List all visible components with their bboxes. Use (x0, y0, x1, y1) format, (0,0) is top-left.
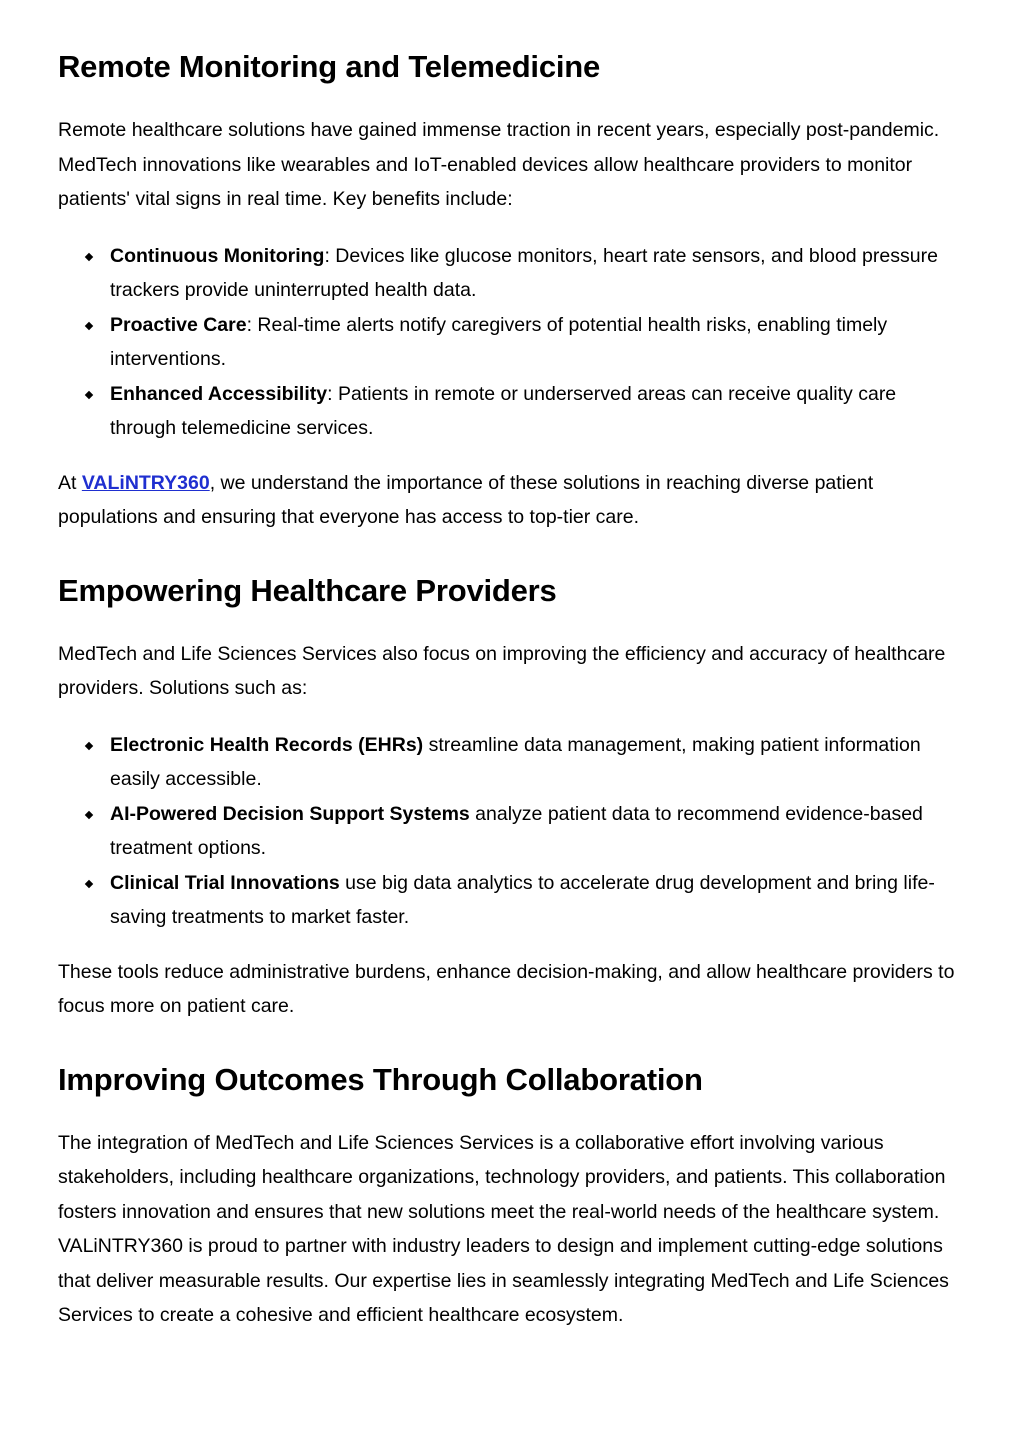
list-item-bold: Electronic Health Records (EHRs) (110, 733, 424, 756)
diamond-bullet-icon (85, 810, 93, 818)
list-item (110, 797, 966, 866)
diamond-bullet-icon (85, 390, 93, 398)
collaboration-paragraph-1: The integration of MedTech and Life Sciences Services is a collaborative effort involving various stakeholders, including healthcare organizations, technology providers, and patients. This collaboration fosters innovation and ensures that new solutions meet the real-world needs of the healthcare system. (58, 1131, 946, 1223)
collaboration-paragraph-2: VALiNTRY360 is proud to partner with industry leaders to design and implement cutting-edge solutions that deliver measurable results. Our expertise lies in seamlessly integrating MedTech and Life Sciences Services to create a cohesive and efficient healthcare ecosystem. (58, 1235, 949, 1326)
section-closing-remote-monitoring (58, 466, 966, 535)
section-heading-empowering-providers: Empowering Healthcare Providers (58, 572, 557, 608)
list-item-bold: Continuous Monitoring (110, 244, 325, 267)
list-item (110, 239, 966, 308)
section-intro-empowering-providers: MedTech and Life Sciences Services also focus on improving the efficiency and accuracy of healthcare providers. Solutions such as: (58, 642, 946, 699)
benefits-list (58, 239, 966, 446)
diamond-bullet-icon (85, 879, 93, 887)
list-item (110, 866, 966, 935)
closing-prefix: At (58, 471, 82, 494)
diamond-bullet-icon (85, 321, 93, 329)
section-intro-remote-monitoring: Remote healthcare solutions have gained immense traction in recent years, especially post-pandemic. MedTech innovations like wearables and IoT-enabled devices allow healthcare providers to monitor patients' vital signs in real time. Key benefits include: (58, 119, 940, 210)
valintry360-link[interactable]: VALiNTRY360 (81, 471, 210, 494)
closing-suffix: , we understand the importance of these solutions in reaching diverse patient populations and ensuring that everyone has access to top-tier care. (58, 471, 874, 528)
list-item (110, 377, 966, 446)
section-heading-collaboration: Improving Outcomes Through Collaboration (58, 1061, 703, 1097)
list-item-text: analyze patient data to recommend evidence-based treatment options. (110, 802, 923, 859)
diamond-bullet-icon (85, 741, 93, 749)
list-item-text: : Devices like glucose monitors, heart rate sensors, and blood pressure trackers provide uninterrupted health data. (110, 244, 938, 301)
list-item-bold: AI-Powered Decision Support Systems (110, 802, 470, 825)
section-closing-empowering-providers: These tools reduce administrative burdens, enhance decision-making, and allow healthcare providers to focus more on patient care. (58, 960, 955, 1017)
list-item (110, 308, 966, 377)
list-item-text: streamline data management, making patient information easily accessible. (110, 733, 921, 790)
list-item-text: : Patients in remote or underserved areas can receive quality care through telemedicine services. (110, 382, 897, 439)
list-item (110, 728, 966, 797)
solutions-list (58, 728, 966, 935)
list-item-bold: Enhanced Accessibility (110, 382, 328, 405)
list-item-bold: Proactive Care (110, 313, 247, 336)
list-item-text: : Real-time alerts notify caregivers of potential health risks, enabling timely interventions. (110, 313, 888, 370)
section-heading-remote-monitoring: Remote Monitoring and Telemedicine (58, 49, 601, 84)
list-item-text: use big data analytics to accelerate drug development and bring life-saving treatments to market faster. (110, 871, 935, 928)
diamond-bullet-icon (85, 252, 93, 260)
list-item-bold: Clinical Trial Innovations (110, 871, 340, 894)
